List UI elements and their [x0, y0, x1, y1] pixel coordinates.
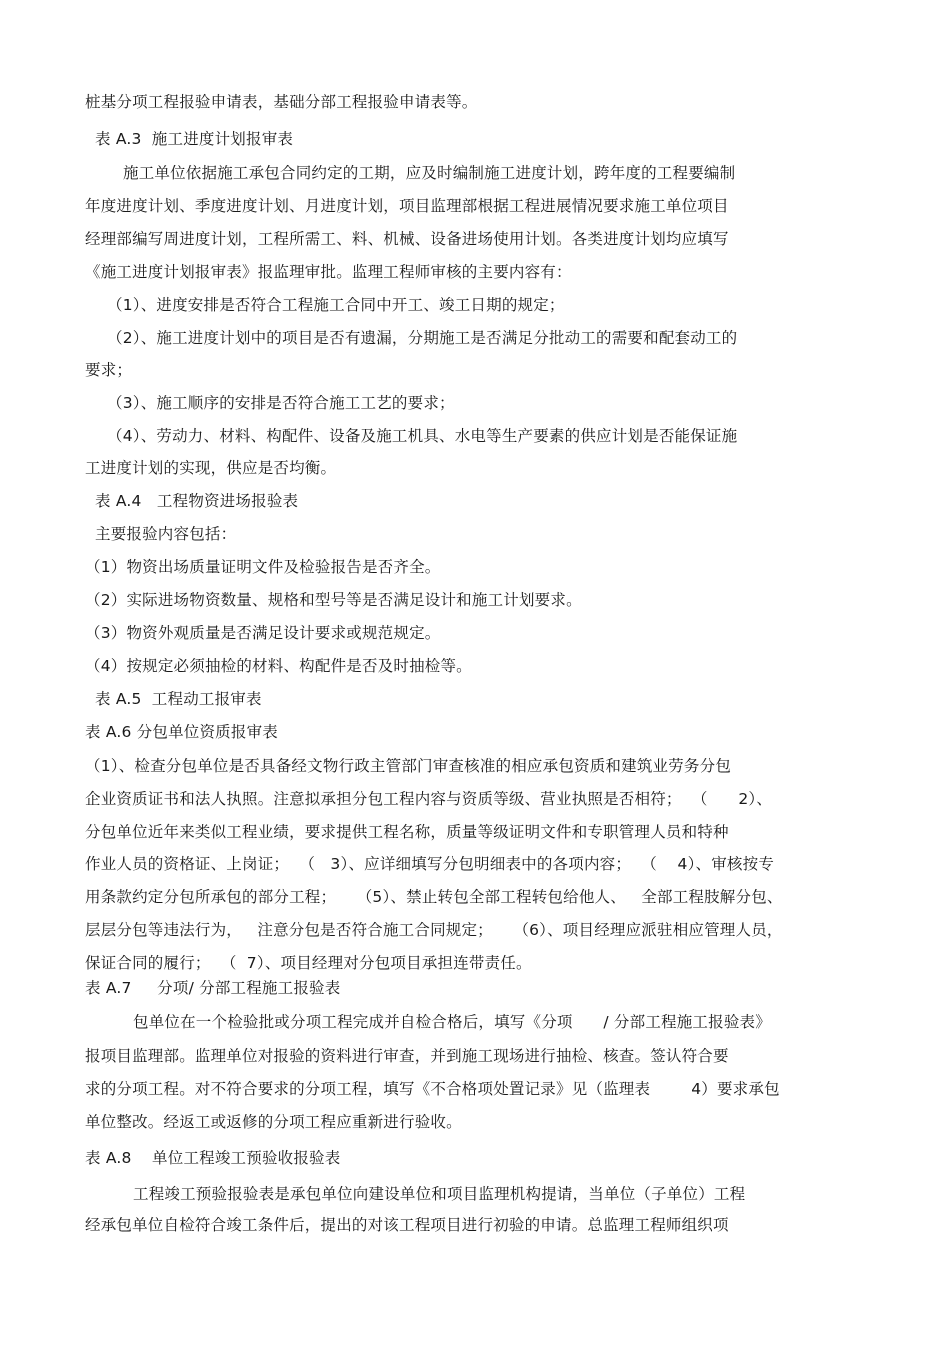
- list-item: （2）、施工进度计划中的项目是否有遗漏，分期施工是否满足分批动工的需要和配套动工的: [107, 329, 738, 347]
- text-line: 年度进度计划、季度进度计划、月进度计划，项目监理部根据工程进展情况要求施工单位项目: [85, 197, 729, 215]
- text-line: 桩基分项工程报验申请表，基础分部工程报验申请表等。: [85, 93, 478, 111]
- text-line: （1）、检查分包单位是否具备经文物行政主管部门审查核准的相应承包资质和建筑业劳务分包: [85, 757, 732, 775]
- text-line: 求的分项工程。对不符合要求的分项工程，填写《不合格项处置记录》见（监理表 4）要求承包: [85, 1080, 780, 1098]
- list-item: （1）物资出场质量证明文件及检验报告是否齐全。: [85, 558, 441, 576]
- text-line: 用条款约定分包所承包的部分工程； （5）、禁止转包全部工程转包给他人、 全部工程肢解分包、: [85, 888, 783, 906]
- text-line: 企业资质证书和法人执照。注意拟承担分包工程内容与资质等级、营业执照是否相符； （ 2）、: [85, 790, 773, 808]
- text-line: 保证合同的履行； （ 7）、项目经理对分包项目承担连带责任。: [85, 954, 532, 972]
- section-heading: 表 A.5 工程动工报审表: [95, 690, 262, 708]
- text-line: 工进度计划的实现，供应是否均衡。: [85, 459, 337, 477]
- text-line: 主要报验内容包括：: [95, 525, 237, 543]
- list-item: （1）、进度安排是否符合工程施工合同中开工、竣工日期的规定；: [107, 296, 565, 314]
- section-heading: 表 A.3 施工进度计划报审表: [95, 130, 294, 148]
- list-item: （3）、施工顺序的安排是否符合施工工艺的要求；: [107, 394, 455, 412]
- text-line: 经承包单位自检符合竣工条件后，提出的对该工程项目进行初验的申请。总监理工程师组织项: [85, 1216, 729, 1234]
- section-heading: 表 A.4 工程物资进场报验表: [95, 492, 299, 510]
- text-line: 分包单位近年来类似工程业绩，要求提供工程名称，质量等级证明文件和专职管理人员和特种: [85, 823, 729, 841]
- text-line: 层层分包等违法行为， 注意分包是否符合施工合同规定； （6）、项目经理应派驻相应管理人员，: [85, 921, 783, 939]
- text-line: 报项目监理部。监理单位对报验的资料进行审查，并到施工现场进行抽检、核查。签认符合要: [85, 1047, 729, 1065]
- text-line: 要求；: [85, 361, 133, 379]
- text-line: 施工单位依据施工承包合同约定的工期，应及时编制施工进度计划，跨年度的工程要编制: [123, 164, 736, 182]
- text-line: 经理部编写周进度计划，工程所需工、料、机械、设备进场使用计划。各类进度计划均应填写: [85, 230, 729, 248]
- section-heading: 表 A.8 单位工程竣工预验收报验表: [85, 1149, 341, 1167]
- text-line: 《施工进度计划报审表》报监理审批。监理工程师审核的主要内容有：: [85, 263, 572, 281]
- section-heading: 表 A.7 分项/ 分部工程施工报验表: [85, 979, 341, 997]
- section-heading: 表 A.6 分包单位资质报审表: [85, 723, 278, 741]
- text-line: 单位整改。经返工或返修的分项工程应重新进行验收。: [85, 1113, 462, 1131]
- text-line: 包单位在一个检验批或分项工程完成并自检合格后，填写《分项 / 分部工程施工报验表》: [133, 1013, 771, 1031]
- list-item: （4）、劳动力、材料、构配件、设备及施工机具、水电等生产要素的供应计划是否能保证施: [107, 427, 738, 445]
- text-line: 工程竣工预验报验表是承包单位向建设单位和项目监理机构提请，当单位（子单位）工程: [133, 1185, 746, 1203]
- list-item: （2）实际进场物资数量、规格和型号等是否满足设计和施工计划要求。: [85, 591, 582, 609]
- list-item: （4）按规定必须抽检的材料、构配件是否及时抽检等。: [85, 657, 472, 675]
- list-item: （3）物资外观质量是否满足设计要求或规范规定。: [85, 624, 441, 642]
- text-line: 作业人员的资格证、上岗证； （ 3）、应详细填写分包明细表中的各项内容； （ 4）、审核按专: [85, 855, 775, 873]
